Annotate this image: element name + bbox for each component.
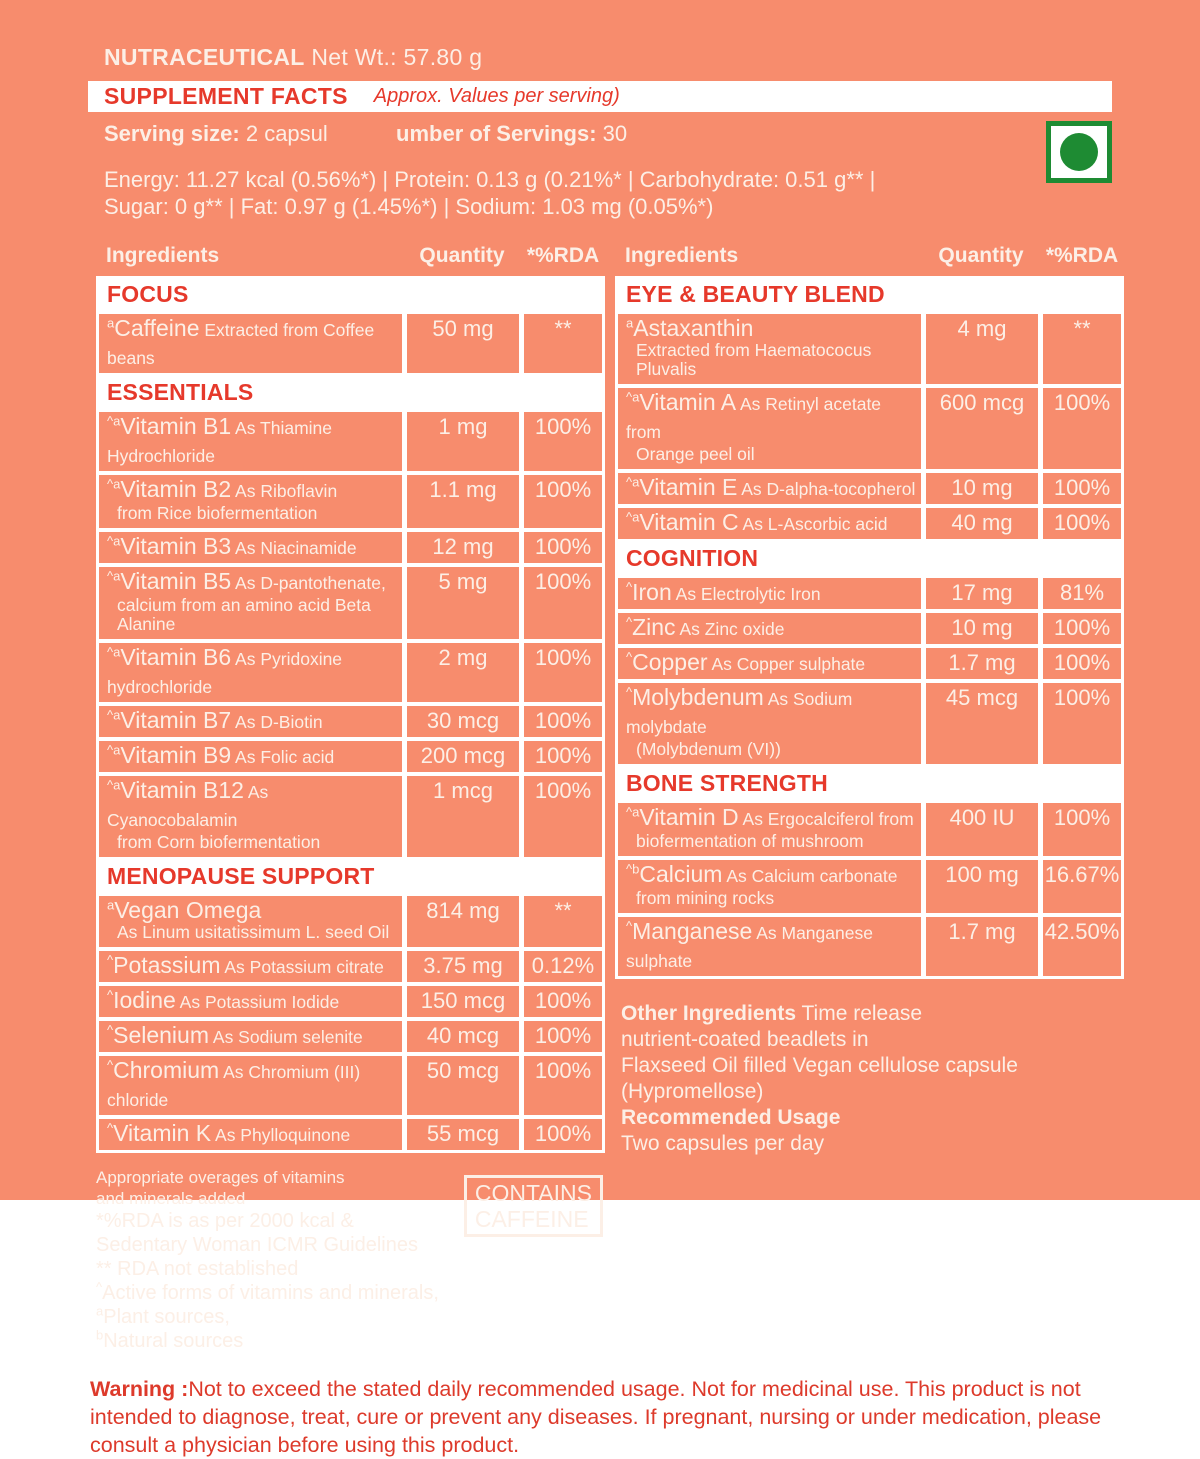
ingredient-name: $^{\^{}a}$Vitamin B5 As D-pantothenate, bbox=[107, 568, 386, 594]
ingredient-name-cell bbox=[618, 613, 921, 644]
ingredient-name-cell bbox=[99, 532, 402, 563]
source-marker: b bbox=[96, 1327, 104, 1343]
ingredient-desc: As D-Biotin bbox=[231, 712, 323, 732]
ingredient-desc: As Zinc oxide bbox=[675, 619, 785, 639]
source-marker: ^a bbox=[626, 389, 640, 405]
source-marker: ^a bbox=[107, 777, 121, 793]
ingredient-name-cell bbox=[618, 917, 921, 976]
quantity-cell: 10 mg bbox=[926, 613, 1038, 644]
ingredient-name-cell bbox=[99, 1119, 402, 1150]
ingredient-desc: As Niacinamide bbox=[231, 538, 357, 558]
macro-summary bbox=[104, 166, 984, 220]
section-title: ESSENTIALS bbox=[99, 377, 602, 408]
quantity-cell: 400 IU bbox=[926, 803, 1038, 856]
ingredient-name: ^Molybdenum As Sodium molybdate bbox=[626, 684, 853, 737]
quantity-cell: 55 mcg bbox=[407, 1119, 519, 1150]
rda-cell: 100% bbox=[1043, 388, 1121, 469]
right-table-header bbox=[615, 244, 1124, 268]
ingredient-name: $^{\^{}a}$Vitamin B12 As Cyanocobalamin bbox=[107, 777, 269, 830]
source-marker: ^a bbox=[107, 533, 121, 549]
other-ingredients bbox=[615, 1001, 1124, 1157]
ingredient-name-cell bbox=[618, 683, 921, 764]
ingredient-name: ^Vitamin K As Phylloquinone bbox=[107, 1120, 351, 1146]
ingredient-row bbox=[618, 578, 1121, 609]
ingredient-row bbox=[99, 951, 602, 982]
left-table-header bbox=[96, 244, 605, 268]
ingredient-name-cell bbox=[618, 508, 921, 539]
ingredient-name-cell bbox=[99, 776, 402, 857]
ingredient-name: ^Zinc As Zinc oxide bbox=[626, 614, 785, 640]
rda-cell: 100% bbox=[524, 567, 602, 639]
ingredient-name-cell bbox=[99, 951, 402, 982]
quantity-cell: 40 mg bbox=[926, 508, 1038, 539]
col-ingredients: Ingredients bbox=[625, 244, 739, 267]
serving-line bbox=[104, 121, 1200, 147]
footnote-line: and minerals added bbox=[96, 1189, 246, 1208]
vegetarian-mark-icon bbox=[1046, 121, 1112, 183]
rda-cell: 100% bbox=[1043, 508, 1121, 539]
ingredient-desc: As Pyridoxine hydrochloride bbox=[107, 649, 343, 697]
ingredient-row bbox=[618, 683, 1121, 764]
source-marker: ^a bbox=[626, 804, 640, 820]
ingredient-name-cell bbox=[99, 986, 402, 1017]
rda-cell: 100% bbox=[524, 706, 602, 737]
ingredient-desc-line2: from mining rocks bbox=[636, 888, 775, 908]
rda-cell: 100% bbox=[524, 532, 602, 563]
ingredient-row bbox=[99, 1056, 602, 1115]
footnote-line: ^Active forms of vitamins and minerals, bbox=[96, 1279, 439, 1304]
other-ingredients-line2: nutrient-coated beadlets in bbox=[621, 1028, 869, 1051]
ingredient-name: $^{\^{}a}$Vitamin C As L-Ascorbic acid bbox=[626, 509, 888, 535]
quantity-cell: 45 mcg bbox=[926, 683, 1038, 764]
ingredient-row bbox=[618, 388, 1121, 469]
ingredient-desc: As Chromium (III) chloride bbox=[107, 1062, 361, 1110]
ingredient-row bbox=[99, 706, 602, 737]
ingredient-name: $^a$Caffeine Extracted from Coffee beans bbox=[107, 315, 375, 368]
quantity-cell: 1.1 mg bbox=[407, 475, 519, 528]
rda-cell: 100% bbox=[524, 741, 602, 772]
energy-line-1: Energy: 11.27 kcal (0.56%*) | Protein: 0.13 g (0.21%* | Carbohydrate: 0.51 g** | bbox=[104, 167, 876, 192]
ingredient-name-cell bbox=[99, 314, 402, 373]
section-title: EYE & BEAUTY BLEND bbox=[618, 279, 1121, 310]
left-table bbox=[96, 276, 605, 1153]
green-dot-icon bbox=[1060, 133, 1098, 171]
servings-label: umber of Servings: bbox=[396, 121, 597, 146]
rda-cell: ** bbox=[1043, 314, 1121, 384]
ingredient-desc: As Calcium carbonate bbox=[722, 866, 898, 886]
ingredient-desc-line2: calcium from an amino acid Beta Alanine bbox=[117, 595, 371, 634]
section-title: MENOPAUSE SUPPORT bbox=[99, 861, 602, 892]
col-rda: *%RDA bbox=[526, 244, 600, 267]
source-marker: ^ bbox=[626, 614, 633, 630]
ingredient-name: ^Chromium As Chromium (III) chloride bbox=[107, 1057, 361, 1110]
ingredient-desc-line2: from Corn biofermentation bbox=[117, 832, 321, 852]
quantity-cell: 2 mg bbox=[407, 643, 519, 702]
left-column bbox=[96, 244, 605, 1353]
ingredient-name: $^{\^{}b}$Calcium As Calcium carbonate bbox=[626, 861, 898, 887]
rda-cell: 100% bbox=[524, 986, 602, 1017]
quantity-cell: 12 mg bbox=[407, 532, 519, 563]
ingredient-row bbox=[99, 475, 602, 528]
ingredient-name: ^Potassium As Potassium citrate bbox=[107, 952, 384, 978]
ingredient-row bbox=[99, 314, 602, 373]
ingredient-desc: As L-Ascorbic acid bbox=[738, 514, 888, 534]
serving-size-value: 2 capsul bbox=[245, 121, 328, 146]
ingredient-name-cell bbox=[99, 741, 402, 772]
rda-cell: 100% bbox=[1043, 803, 1121, 856]
panel-title: SUPPLEMENT FACTS bbox=[104, 83, 348, 109]
source-marker: ^a bbox=[107, 742, 121, 758]
ingredient-row bbox=[99, 643, 602, 702]
ingredient-desc: As Cyanocobalamin bbox=[107, 782, 269, 830]
source-marker: ^ bbox=[107, 987, 114, 1003]
ingredient-name: $^{\^{}a}$Vitamin D As Ergocalciferol from bbox=[626, 804, 914, 830]
ingredient-name-cell bbox=[618, 578, 921, 609]
source-marker: a bbox=[107, 897, 115, 913]
ingredient-name-cell bbox=[618, 388, 921, 469]
section-title: FOCUS bbox=[99, 279, 602, 310]
footnote-line: Appropriate overages of vitamins bbox=[96, 1168, 345, 1187]
ingredient-name-cell bbox=[618, 860, 921, 913]
ingredient-desc: As Ergocalciferol from bbox=[738, 809, 914, 829]
other-ingredients-line4: (Hypromellose) bbox=[621, 1080, 764, 1103]
source-marker: ^ bbox=[626, 918, 633, 934]
source-marker: ^ bbox=[107, 1057, 114, 1073]
ingredient-name: $^{\^{}a}$Vitamin B3 As Niacinamide bbox=[107, 533, 357, 559]
ingredient-name-cell bbox=[99, 896, 402, 947]
quantity-cell: 1 mcg bbox=[407, 776, 519, 857]
col-quantity: Quantity bbox=[419, 244, 505, 267]
rda-cell: ** bbox=[524, 896, 602, 947]
source-marker: ^a bbox=[107, 413, 121, 429]
quantity-cell: 1 mg bbox=[407, 412, 519, 471]
ingredient-desc: As D-pantothenate, bbox=[231, 573, 386, 593]
ingredient-name-cell bbox=[99, 1056, 402, 1115]
quantity-cell: 50 mg bbox=[407, 314, 519, 373]
ingredient-name-cell bbox=[618, 648, 921, 679]
left-footer bbox=[96, 1167, 605, 1353]
quantity-cell: 17 mg bbox=[926, 578, 1038, 609]
source-marker: ^a bbox=[107, 644, 121, 660]
recommended-usage-value: Two capsules per day bbox=[621, 1132, 825, 1155]
ingredient-name: $^{\^{}a}$Vitamin B2 As Riboflavin bbox=[107, 476, 338, 502]
ingredient-desc-line2: (Molybdenum (VI)) bbox=[636, 739, 781, 759]
brand-name: NUTRACEUTICAL bbox=[104, 44, 305, 70]
ingredient-name-cell bbox=[618, 473, 921, 504]
ingredient-desc-line2: biofermentation of mushroom bbox=[636, 831, 864, 851]
ingredient-row bbox=[99, 776, 602, 857]
ingredient-desc: As Sodium selenite bbox=[209, 1027, 363, 1047]
ingredient-name: $^{\^{}a}$Vitamin E As D-alpha-tocopherol bbox=[626, 474, 916, 500]
rda-cell: 100% bbox=[1043, 648, 1121, 679]
footnote-line: *%RDA is as per 2000 kcal & bbox=[96, 1210, 354, 1232]
rda-cell: 100% bbox=[1043, 473, 1121, 504]
ingredient-name-cell bbox=[99, 567, 402, 639]
right-column bbox=[615, 244, 1124, 1353]
ingredient-desc-line2: Extracted from Haematococus Pluvalis bbox=[636, 340, 872, 379]
servings-value: 30 bbox=[602, 121, 628, 146]
ingredient-tables bbox=[96, 244, 1200, 1353]
ingredient-name: $^a$Vegan Omega bbox=[107, 897, 262, 923]
right-table bbox=[615, 276, 1124, 979]
ingredient-name-cell bbox=[618, 314, 921, 384]
source-marker: ^ bbox=[626, 649, 633, 665]
ingredient-name: ^Manganese As Manganese sulphate bbox=[626, 918, 873, 971]
quantity-cell: 100 mg bbox=[926, 860, 1038, 913]
rda-cell: 100% bbox=[524, 1056, 602, 1115]
ingredient-desc: As Potassium citrate bbox=[220, 957, 384, 977]
ingredient-desc: As D-alpha-tocopherol bbox=[737, 479, 916, 499]
col-ingredients: Ingredients bbox=[106, 244, 220, 267]
rda-cell: 100% bbox=[524, 643, 602, 702]
rda-cell: 100% bbox=[524, 1021, 602, 1052]
rda-cell: ** bbox=[524, 314, 602, 373]
ingredient-name: ^Iron As Electrolytic Iron bbox=[626, 579, 821, 605]
source-marker: ^ bbox=[626, 684, 633, 700]
ingredient-name-cell bbox=[618, 803, 921, 856]
other-ingredients-line3: Flaxseed Oil filled Vegan cellulose capsule bbox=[621, 1054, 1018, 1077]
warning-label: Warning : bbox=[90, 1377, 189, 1401]
ingredient-desc-line2: Orange peel oil bbox=[636, 444, 755, 464]
source-marker: ^a bbox=[107, 568, 121, 584]
source-marker: a bbox=[96, 1303, 104, 1319]
col-rda: *%RDA bbox=[1045, 244, 1119, 267]
quantity-cell: 200 mcg bbox=[407, 741, 519, 772]
ingredient-name: ^Selenium As Sodium selenite bbox=[107, 1022, 363, 1048]
quantity-cell: 4 mg bbox=[926, 314, 1038, 384]
rda-cell: 42.50% bbox=[1043, 917, 1121, 976]
ingredient-row bbox=[99, 1119, 602, 1150]
quantity-cell: 150 mcg bbox=[407, 986, 519, 1017]
ingredient-row bbox=[618, 613, 1121, 644]
rda-cell: 100% bbox=[524, 412, 602, 471]
ingredient-row bbox=[99, 532, 602, 563]
panel-subtitle: Approx. Values per serving) bbox=[373, 85, 620, 107]
ingredient-desc-line2: from Rice biofermentation bbox=[117, 503, 318, 523]
ingredient-desc: As Copper sulphate bbox=[707, 654, 866, 674]
quantity-cell: 600 mcg bbox=[926, 388, 1038, 469]
ingredient-desc-line2: As Linum usitatissimum L. seed Oil bbox=[117, 922, 390, 942]
source-marker: ^a bbox=[107, 476, 121, 492]
footnote-line: $^b$Natural sources bbox=[96, 1327, 244, 1352]
source-marker: a bbox=[107, 315, 115, 331]
rda-cell: 100% bbox=[524, 776, 602, 857]
footnote-line: $^a$Plant sources, bbox=[96, 1303, 230, 1328]
ingredient-name-cell bbox=[99, 1021, 402, 1052]
ingredient-name-cell bbox=[99, 475, 402, 528]
ingredient-desc: As Electrolytic Iron bbox=[671, 584, 821, 604]
quantity-cell: 5 mg bbox=[407, 567, 519, 639]
quantity-cell: 814 mg bbox=[407, 896, 519, 947]
ingredient-desc: As Potassium Iodide bbox=[175, 992, 340, 1012]
contains-caffeine-badge bbox=[464, 1175, 603, 1237]
source-marker: ^ bbox=[626, 579, 633, 595]
quantity-cell: 10 mg bbox=[926, 473, 1038, 504]
source-marker: ^ bbox=[96, 1279, 103, 1295]
ingredient-row bbox=[99, 567, 602, 639]
source-marker: ^a bbox=[626, 474, 640, 490]
ingredient-row bbox=[618, 917, 1121, 976]
rda-cell: 0.12% bbox=[524, 951, 602, 982]
rda-cell: 100% bbox=[524, 1119, 602, 1150]
ingredient-name: $^{\^{}a}$Vitamin B6 As Pyridoxine hydrochloride bbox=[107, 644, 343, 697]
ingredient-name: $^{\^{}a}$Vitamin A As Retinyl acetate from bbox=[626, 389, 882, 442]
ingredient-name: ^Copper As Copper sulphate bbox=[626, 649, 866, 675]
quantity-cell: 50 mcg bbox=[407, 1056, 519, 1115]
ingredient-desc: As Thiamine Hydrochloride bbox=[107, 418, 332, 466]
footnote-line: ** RDA not established bbox=[96, 1258, 299, 1280]
source-marker: ^ bbox=[107, 1022, 114, 1038]
supplement-facts-bar bbox=[88, 81, 1112, 112]
section-title: BONE STRENGTH bbox=[618, 768, 1121, 799]
ingredient-name: $^a$Astaxanthin bbox=[626, 315, 754, 341]
source-marker: ^a bbox=[107, 707, 121, 723]
ingredient-row bbox=[618, 508, 1121, 539]
quantity-cell: 1.7 mg bbox=[926, 648, 1038, 679]
ingredient-desc: Extracted from Coffee beans bbox=[107, 320, 375, 368]
ingredient-row bbox=[618, 860, 1121, 913]
ingredient-name: ^Iodine As Potassium Iodide bbox=[107, 987, 340, 1013]
ingredient-name-cell bbox=[99, 706, 402, 737]
ingredient-desc: As Phylloquinone bbox=[211, 1125, 351, 1145]
ingredient-row bbox=[618, 803, 1121, 856]
warning-body: Not to exceed the stated daily recommended usage. Not for medicinal use. This product is not intended to diagnose, treat, cure or prevent any diseases. If pregnant, nursing or under medication, please consult a physician before using this product. bbox=[90, 1377, 1102, 1457]
section-title: COGNITION bbox=[618, 543, 1121, 574]
recommended-usage-label: Recommended Usage bbox=[621, 1106, 841, 1129]
net-weight: Net Wt.: 57.80 g bbox=[311, 44, 483, 70]
brand-line bbox=[0, 0, 1200, 71]
ingredient-row bbox=[99, 986, 602, 1017]
source-marker: ^a bbox=[626, 509, 640, 525]
ingredient-row bbox=[99, 412, 602, 471]
quantity-cell: 30 mcg bbox=[407, 706, 519, 737]
source-marker: ^b bbox=[626, 861, 640, 877]
rda-cell: 100% bbox=[524, 475, 602, 528]
ingredient-row bbox=[618, 314, 1121, 384]
quantity-cell: 3.75 mg bbox=[407, 951, 519, 982]
source-marker: a bbox=[626, 315, 634, 331]
caffeine-line-1: CONTAINS bbox=[474, 1180, 592, 1206]
rda-cell: 81% bbox=[1043, 578, 1121, 609]
ingredient-name-cell bbox=[99, 643, 402, 702]
ingredient-row bbox=[618, 473, 1121, 504]
rda-cell: 100% bbox=[1043, 613, 1121, 644]
ingredient-row bbox=[99, 741, 602, 772]
ingredient-desc: As Folic acid bbox=[231, 747, 335, 767]
other-ingredients-label: Other Ingredients bbox=[621, 1002, 797, 1025]
rda-cell: 100% bbox=[1043, 683, 1121, 764]
serving-size-label: Serving size: bbox=[104, 121, 240, 146]
ingredient-row bbox=[99, 896, 602, 947]
col-quantity: Quantity bbox=[938, 244, 1024, 267]
source-marker: ^ bbox=[107, 952, 114, 968]
ingredient-name: $^{\^{}a}$Vitamin B9 As Folic acid bbox=[107, 742, 335, 768]
ingredient-row bbox=[99, 1021, 602, 1052]
other-ingredients-line1: Time release bbox=[801, 1002, 923, 1025]
ingredient-desc: As Riboflavin bbox=[231, 481, 338, 501]
ingredient-desc: As Manganese sulphate bbox=[626, 923, 873, 971]
ingredient-desc: As Sodium molybdate bbox=[626, 689, 853, 737]
quantity-cell: 40 mcg bbox=[407, 1021, 519, 1052]
ingredient-name: $^{\^{}a}$Vitamin B1 As Thiamine Hydrochloride bbox=[107, 413, 332, 466]
warning-text bbox=[90, 1375, 1134, 1459]
energy-line-2: Sugar: 0 g** | Fat: 0.97 g (1.45%*) | Sodium: 1.03 mg (0.05%*) bbox=[104, 194, 714, 219]
caffeine-line-2: CAFFEINE bbox=[474, 1206, 589, 1232]
quantity-cell: 1.7 mg bbox=[926, 917, 1038, 976]
ingredient-name-cell bbox=[99, 412, 402, 471]
footnote-line: Sedentary Woman ICMR Guidelines bbox=[96, 1234, 418, 1256]
source-marker: ^ bbox=[107, 1120, 114, 1136]
ingredient-desc: As Retinyl acetate from bbox=[626, 394, 882, 442]
ingredient-row bbox=[618, 648, 1121, 679]
ingredient-name: $^{\^{}a}$Vitamin B7 As D-Biotin bbox=[107, 707, 323, 733]
rda-cell: 16.67% bbox=[1043, 860, 1121, 913]
